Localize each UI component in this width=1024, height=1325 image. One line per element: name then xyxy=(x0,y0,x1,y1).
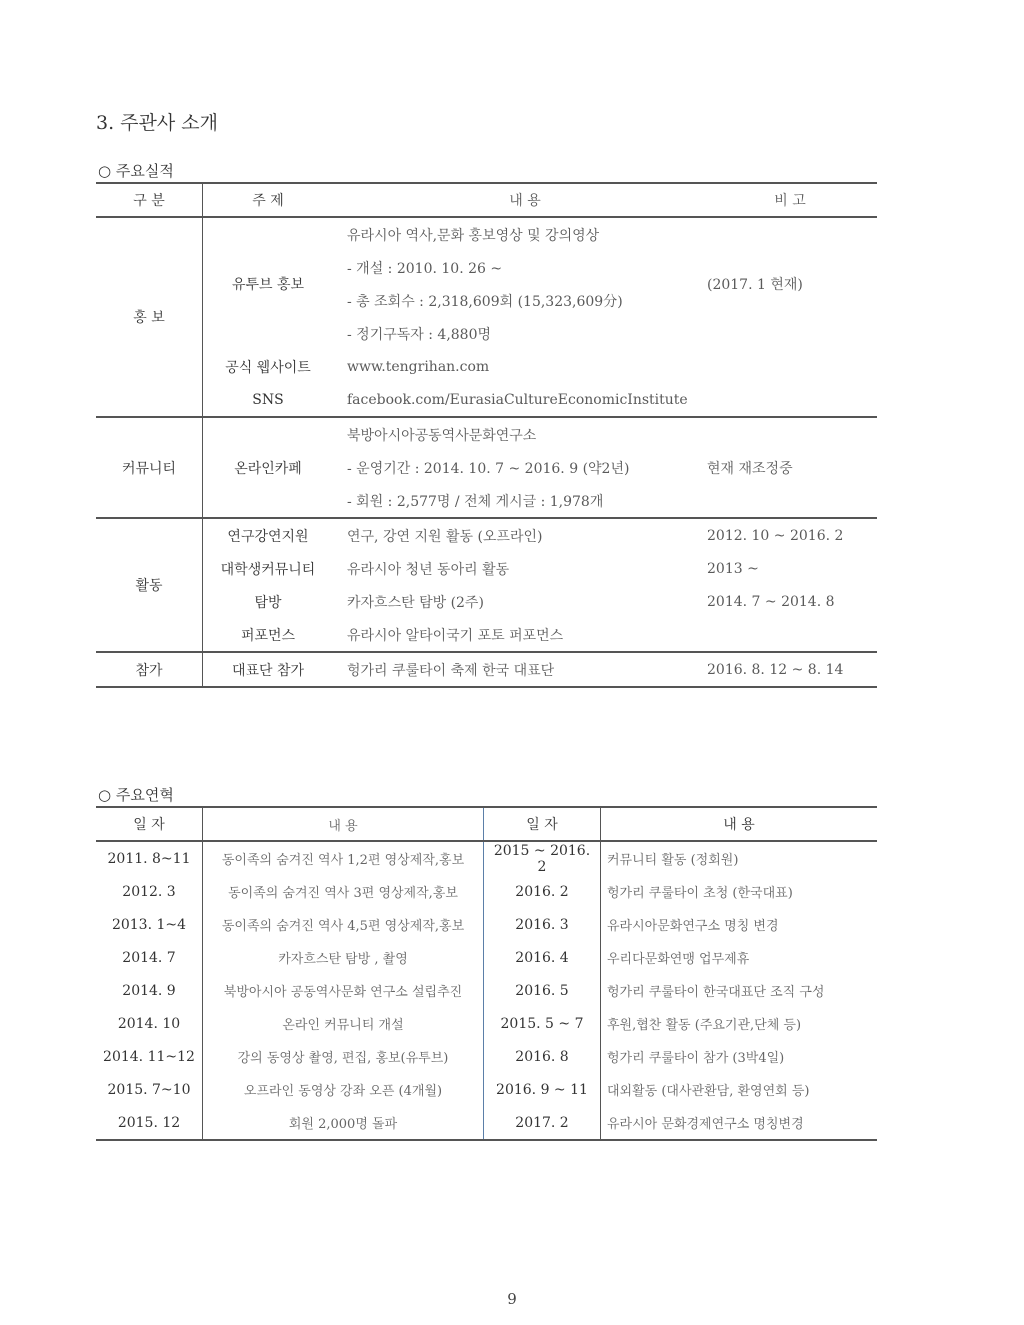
header-date-right: 일 자 xyxy=(484,807,601,841)
achievements-table xyxy=(96,182,877,688)
header-content-left: 내 용 xyxy=(203,807,484,841)
achievements-header-row xyxy=(96,183,877,217)
community-note: 현재 재조정중 xyxy=(707,417,877,518)
table-row xyxy=(96,350,877,383)
history-content: 오프라인 동영상 강좌 오픈 (4개월) xyxy=(203,1073,484,1106)
history-date: 2015. 5 ~ 7 xyxy=(484,1007,601,1040)
activity-topic: 퍼포먼스 xyxy=(240,627,296,644)
table-row xyxy=(96,908,877,941)
history-date: 2013. 1~4 xyxy=(96,908,203,941)
topic-sns: SNS xyxy=(252,391,284,408)
table-row xyxy=(96,618,877,652)
activity-content: 연구, 강연 지원 활동 (오프라인) xyxy=(333,518,707,552)
participation-topic: 대표단 참가 xyxy=(203,652,334,687)
table-row xyxy=(96,518,877,552)
table-row xyxy=(96,1073,877,1106)
table-row xyxy=(96,652,877,687)
community-line: 북방아시아공동역사문화연구소 xyxy=(333,417,707,451)
history-date: 2014. 11~12 xyxy=(96,1040,203,1073)
achievements-heading: ○ 주요실적 xyxy=(98,162,174,180)
history-content: 동이족의 숨겨진 역사 3편 영상제작,홍보 xyxy=(203,875,484,908)
section-title: 3. 주관사 소개 xyxy=(96,112,218,134)
youtube-line: 유라시아 역사,문화 홍보영상 및 강의영상 xyxy=(347,227,600,244)
website-value: www.tengrihan.com xyxy=(347,358,490,375)
history-content: 카자흐스탄 탐방 , 촬영 xyxy=(203,941,484,974)
history-date: 2011. 8~11 xyxy=(96,841,203,875)
history-date: 2015 ~ 2016. 2 xyxy=(484,841,601,875)
activity-topic: 탐방 xyxy=(254,594,282,611)
participation-note: 2016. 8. 12 ~ 8. 14 xyxy=(707,652,877,687)
table-row xyxy=(96,383,877,417)
history-content: 헝가리 쿠룰타이 초청 (한국대표) xyxy=(607,886,793,901)
history-content: 헝가리 쿠룰타이 한국대표단 조직 구성 xyxy=(607,985,825,1000)
youtube-line: - 총 조회수 : 2,318,609회 (15,323,609分) xyxy=(347,293,623,310)
activity-note xyxy=(707,618,877,652)
topic-website: 공식 웹사이트 xyxy=(225,359,311,376)
history-content: 헝가리 쿠룰타이 참가 (3박4일) xyxy=(607,1051,785,1066)
history-heading: ○ 주요연혁 xyxy=(98,786,174,804)
history-content: 북방아시아 공동역사문화 연구소 설립추진 xyxy=(203,974,484,1007)
history-content: 동이족의 숨겨진 역사 1,2편 영상제작,홍보 xyxy=(203,841,484,875)
history-date: 2016. 9 ~ 11 xyxy=(484,1073,601,1106)
table-row xyxy=(96,1040,877,1073)
youtube-note: (2017. 1 현재) xyxy=(707,277,803,293)
header-topic: 주 제 xyxy=(203,183,334,217)
history-content: 온라인 커뮤니티 개설 xyxy=(203,1007,484,1040)
history-content: 커뮤니티 활동 (정회원) xyxy=(607,853,739,868)
page-number: 9 xyxy=(507,1290,517,1308)
history-content: 회원 2,000명 돌파 xyxy=(203,1106,484,1140)
topic-online-cafe: 온라인카페 xyxy=(203,417,334,518)
header-content-right: 내 용 xyxy=(601,807,878,841)
table-row xyxy=(96,841,877,875)
history-date: 2016. 2 xyxy=(484,875,601,908)
activity-note: 2013 ~ xyxy=(707,560,759,577)
history-date: 2016. 4 xyxy=(484,941,601,974)
history-date: 2017. 2 xyxy=(484,1106,601,1140)
history-content: 대외활동 (대사관환담, 환영연회 등) xyxy=(607,1084,810,1099)
youtube-line: - 개설 : 2010. 10. 26 ~ xyxy=(347,260,503,277)
activity-note: 2012. 10 ~ 2016. 2 xyxy=(707,518,877,552)
table-row xyxy=(96,585,877,618)
table-row xyxy=(96,875,877,908)
table-row xyxy=(96,941,877,974)
header-category: 구 분 xyxy=(96,183,203,217)
category-activity: 활동 xyxy=(96,518,203,652)
history-content: 동이족의 숨겨진 역사 4,5편 영상제작,홍보 xyxy=(203,908,484,941)
table-row xyxy=(96,217,877,251)
history-content: 우리다문화연맹 업무제휴 xyxy=(607,952,750,967)
history-date: 2014. 7 xyxy=(96,941,203,974)
history-date: 2016. 3 xyxy=(484,908,601,941)
category-community: 커뮤니티 xyxy=(96,417,203,518)
activity-topic: 대학생커뮤니티 xyxy=(220,561,316,578)
history-date: 2014. 10 xyxy=(96,1007,203,1040)
community-line: - 회원 : 2,577명 / 전체 게시글 : 1,978개 xyxy=(347,493,604,510)
topic-youtube: 유투브 홍보 xyxy=(231,277,305,293)
sns-value: facebook.com/EurasiaCultureEconomicInstitute xyxy=(347,391,688,408)
table-row xyxy=(96,1106,877,1140)
activity-topic: 연구강연지원 xyxy=(203,518,334,552)
table-row xyxy=(96,417,877,451)
history-date: 2016. 5 xyxy=(484,974,601,1007)
history-content: 강의 동영상 촬영, 편집, 홍보(유투브) xyxy=(203,1040,484,1073)
table-row xyxy=(96,1007,877,1040)
history-date: 2012. 3 xyxy=(96,875,203,908)
header-note: 비 고 xyxy=(707,183,877,217)
category-promo: 홍 보 xyxy=(96,217,203,417)
community-line: - 운영기간 : 2014. 10. 7 ~ 2016. 9 (약2년) xyxy=(347,460,630,477)
youtube-line: - 정기구독자 : 4,880명 xyxy=(347,326,492,343)
activity-content: 유라시아 알타이국기 포토 퍼포먼스 xyxy=(347,627,564,644)
activity-content: 카자흐스탄 탐방 (2주) xyxy=(347,594,484,611)
history-date: 2015. 12 xyxy=(96,1106,203,1140)
activity-note: 2014. 7 ~ 2014. 8 xyxy=(707,593,835,610)
participation-content: 헝가리 쿠룰타이 축제 한국 대표단 xyxy=(333,652,707,687)
activity-content: 유라시아 청년 동아리 활동 xyxy=(347,561,510,578)
history-content: 유라시아문화연구소 명칭 변경 xyxy=(607,919,779,934)
header-date-left: 일 자 xyxy=(96,807,203,841)
table-row xyxy=(96,552,877,585)
table-row xyxy=(96,974,877,1007)
history-content: 유라시아 문화경제연구소 명칭변경 xyxy=(601,1106,878,1140)
history-header-row xyxy=(96,807,877,841)
history-date: 2016. 8 xyxy=(484,1040,601,1073)
history-table xyxy=(96,806,877,1141)
history-content: 후원,협찬 활동 (주요기관,단체 등) xyxy=(607,1018,802,1033)
category-participation: 참가 xyxy=(96,652,203,687)
history-date: 2014. 9 xyxy=(96,974,203,1007)
header-content: 내 용 xyxy=(333,183,707,217)
history-date: 2015. 7~10 xyxy=(96,1073,203,1106)
